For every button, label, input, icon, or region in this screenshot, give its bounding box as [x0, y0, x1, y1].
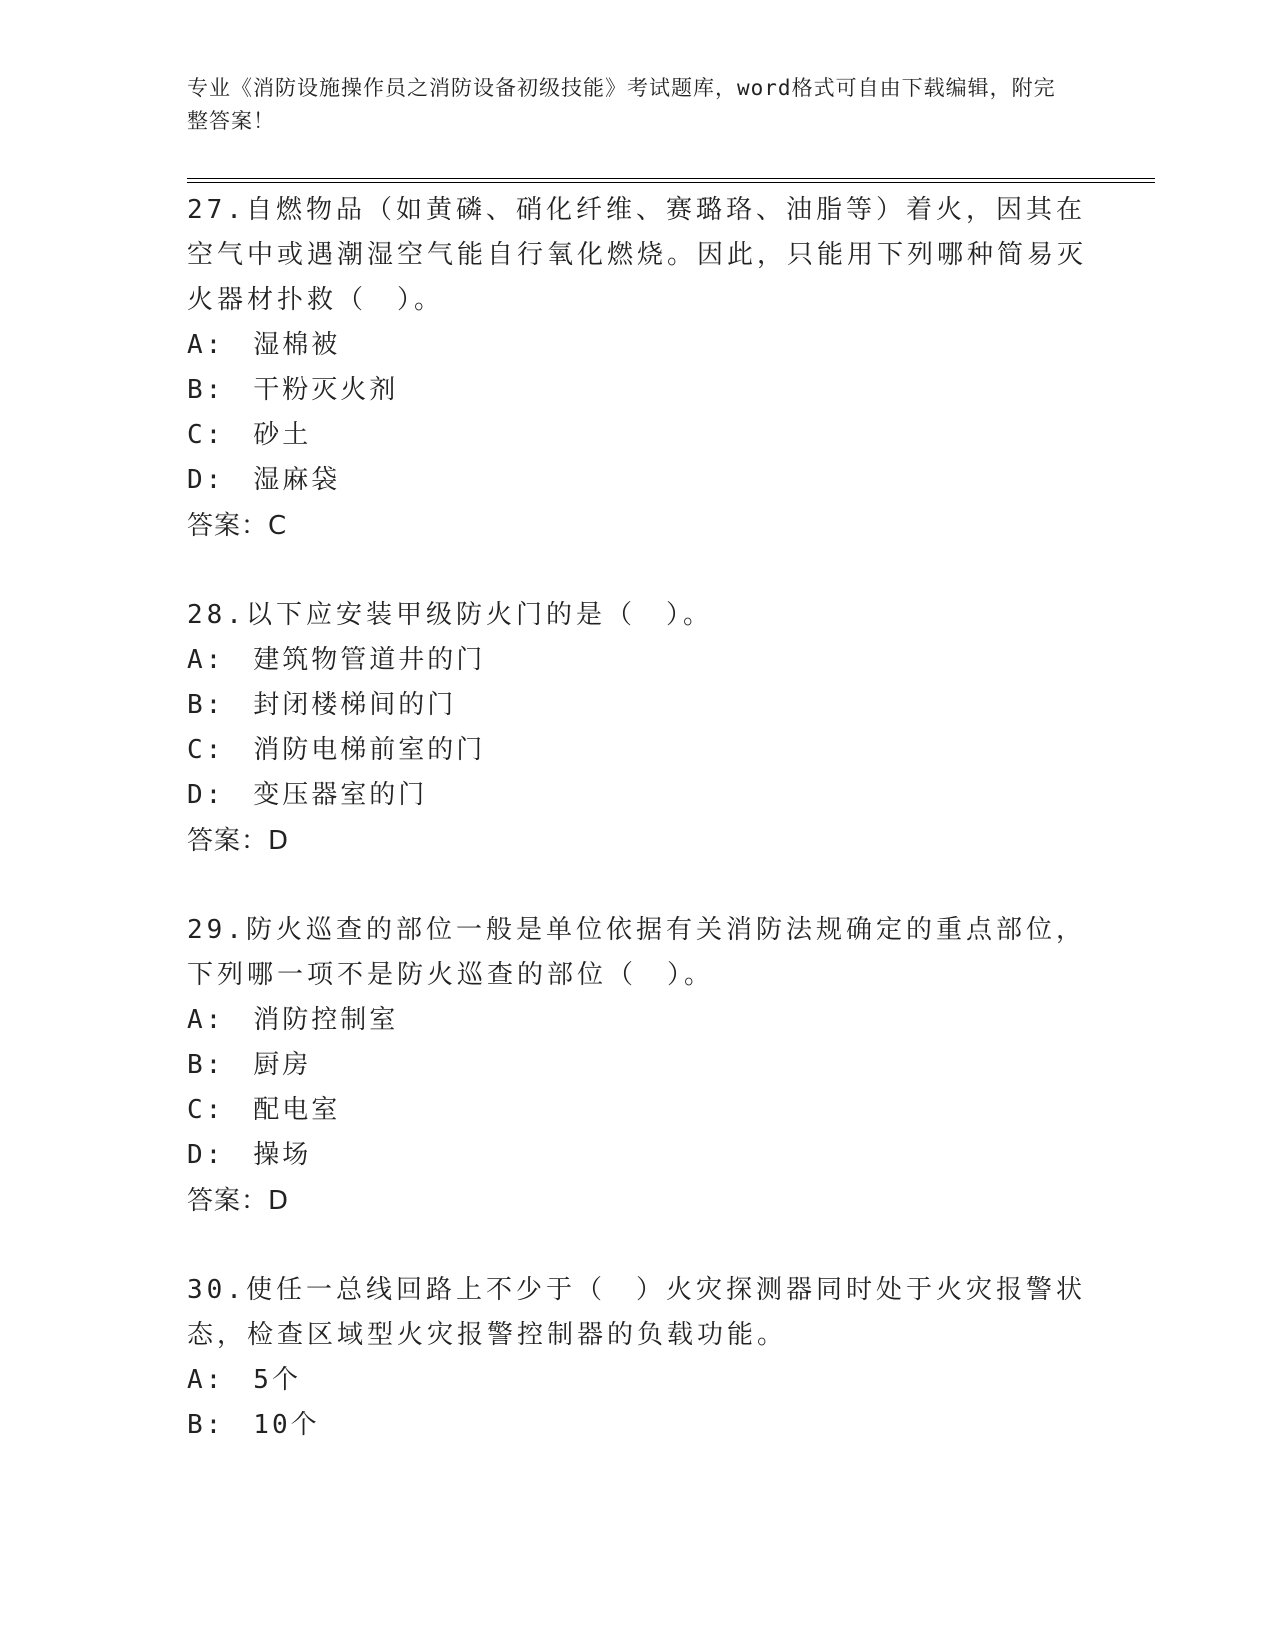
question-30	[187, 1268, 1087, 1448]
answer-label: 答案：D	[187, 1186, 290, 1216]
option-a: A: 5个	[187, 1365, 301, 1395]
question-28	[187, 593, 1087, 864]
question-29	[187, 908, 1087, 1224]
option-b: B: 干粉灭火剂	[187, 375, 399, 405]
option-c: C: 配电室	[187, 1095, 341, 1125]
question-list	[187, 188, 1087, 1492]
question-text: 27.自燃物品（如黄磷、硝化纤维、赛璐珞、油脂等）着火，因其在空气中或遇潮湿空气能自行氧化燃烧。因此，只能用下列哪种简易灭火器材扑救（ ）。	[187, 195, 1088, 315]
header-divider-top	[187, 178, 1155, 179]
answer-label: 答案：D	[187, 826, 290, 856]
option-b: B: 厨房	[187, 1050, 312, 1080]
question-text: 29.防火巡查的部位一般是单位依据有关消防法规确定的重点部位，下列哪一项不是防火巡查的部位（ ）。	[187, 915, 1086, 990]
option-d: D: 变压器室的门	[187, 780, 428, 810]
header-divider-bottom	[187, 182, 1155, 183]
option-a: A: 消防控制室	[187, 1005, 399, 1035]
option-d: D: 湿麻袋	[187, 465, 341, 495]
option-d: D: 操场	[187, 1140, 312, 1170]
question-text: 28.以下应安装甲级防火门的是（ ）。	[187, 600, 713, 630]
option-b: B: 10个	[187, 1410, 320, 1440]
option-b: B: 封闭楼梯间的门	[187, 690, 457, 720]
question-text: 30.使任一总线回路上不少于（ ）火灾探测器同时处于火灾报警状态，检查区域型火灾报警控制器的负载功能。	[187, 1275, 1086, 1350]
answer-label: 答案：C	[187, 511, 288, 541]
question-27	[187, 188, 1087, 549]
option-a: A: 建筑物管道井的门	[187, 645, 486, 675]
option-c: C: 消防电梯前室的门	[187, 735, 486, 765]
document-header: 专业《消防设施操作员之消防设备初级技能》考试题库，word格式可自由下载编辑，附完整答案！	[187, 76, 1056, 133]
option-a: A: 湿棉被	[187, 330, 341, 360]
option-c: C: 砂土	[187, 420, 312, 450]
